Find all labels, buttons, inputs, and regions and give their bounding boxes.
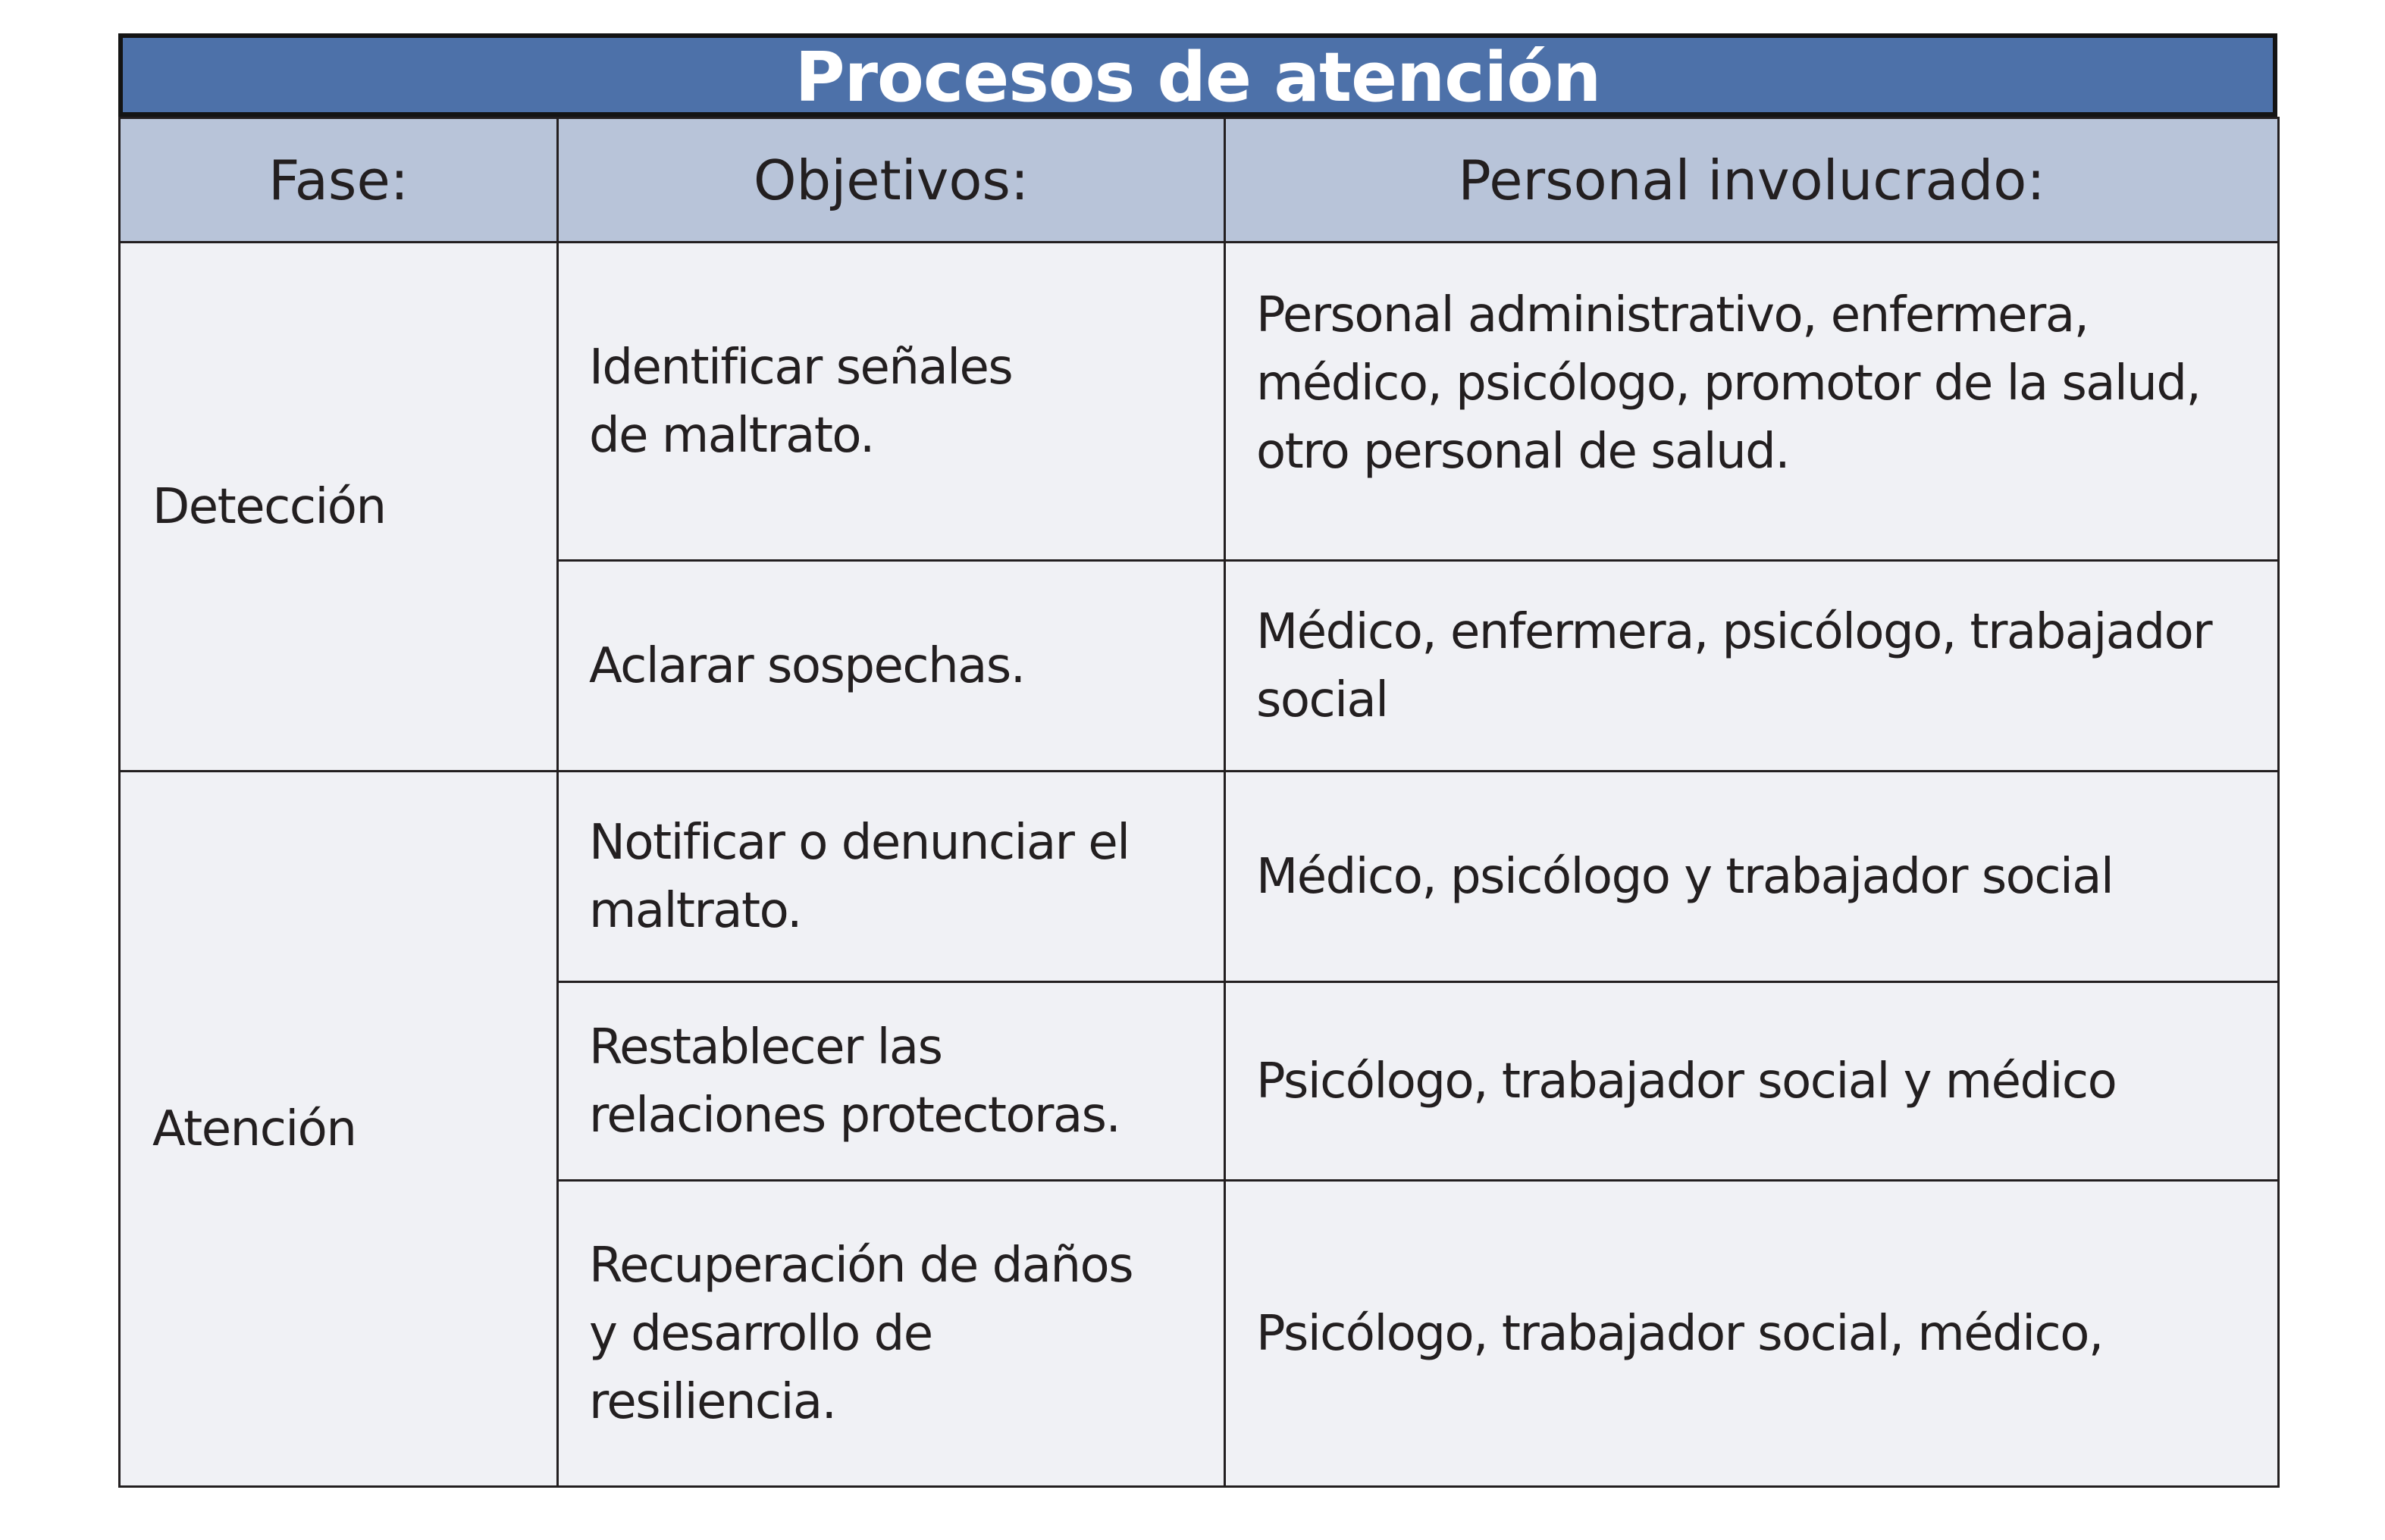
staff-text: Personal administrativo, enfermera, médico, psicólogo, promotor de la salud, otro personal de salud. (1256, 286, 2201, 480)
objective-text: Restablecer las relaciones protectoras. (589, 1019, 1120, 1144)
process-table (118, 117, 2280, 1488)
table-title: Procesos de atención (794, 38, 1601, 117)
staff-cell (1225, 243, 2279, 561)
objective-cell (558, 561, 1225, 772)
objective-text: Recuperación de daños y desarrollo de resiliencia. (589, 1237, 1133, 1430)
staff-text: Médico, enfermera, psicólogo, trabajador social (1256, 603, 2212, 728)
table-row (120, 243, 2279, 561)
header-phase: Fase: (120, 118, 558, 243)
table-title-bar (118, 33, 2277, 117)
objective-cell (558, 772, 1225, 982)
header-row (120, 118, 2279, 243)
staff-cell (1225, 561, 2279, 772)
staff-cell (1225, 982, 2279, 1181)
attention-process-table (118, 33, 2277, 1488)
objective-text: Identificar señales de maltrato. (589, 339, 1013, 464)
header-staff: Personal involucrado: (1225, 118, 2279, 243)
objective-cell (558, 1181, 1225, 1487)
phase-cell-attention: Atención (120, 772, 558, 1487)
header-objectives: Objetivos: (558, 118, 1225, 243)
objective-text: Aclarar sospechas. (589, 637, 1025, 694)
table-row (120, 772, 2279, 982)
staff-text: Psicólogo, trabajador social y médico (1256, 1053, 2117, 1110)
staff-cell (1225, 772, 2279, 982)
staff-text: Psicólogo, trabajador social, médico, (1256, 1305, 2103, 1362)
staff-text: Médico, psicólogo y trabajador social (1256, 848, 2114, 905)
phase-cell-detection: Detección (120, 243, 558, 772)
objective-cell (558, 982, 1225, 1181)
objective-cell (558, 243, 1225, 561)
staff-cell (1225, 1181, 2279, 1487)
objective-text: Notificar o denunciar el maltrato. (589, 814, 1130, 939)
